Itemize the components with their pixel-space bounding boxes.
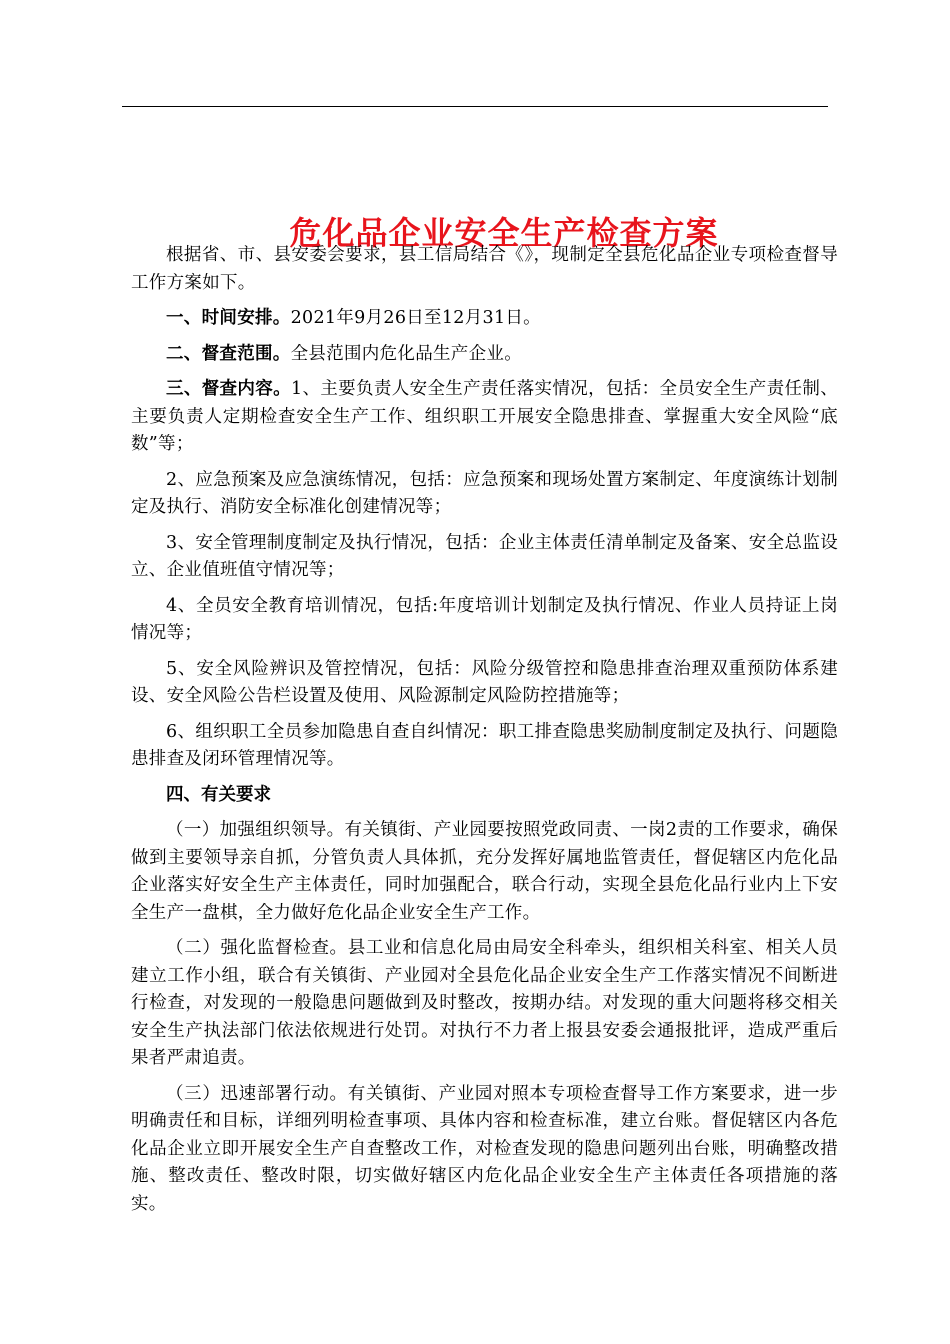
content-item: 4、全员安全教育培训情况，包括:年度培训计划制定及执行情况、作业人员持证上岗情况等； [131, 595, 838, 643]
content-item: 3、安全管理制度制定及执行情况，包括：企业主体责任清单制定及备案、安全总监设立、企业值班值守情况等； [131, 532, 838, 580]
section-content [131, 376, 838, 459]
page-title: 危化品企业安全生产检查方案 [289, 214, 719, 253]
section-heading: 一、时间安排。 [166, 308, 291, 328]
requirement-paragraph: （二）强化监督检查。县工业和信息化局由局安全科牵头，组织相关科室、相关人员建立工作小组，联合有关镇街、产业园对全县危化品企业安全生产工作落实情况不间断进行检查，对发现的一般隐患问题做到及时整改，按期办结。对发现的重大问题将移交相关安全生产执法部门依法依规进行处罚。对执行不力者上报县安委会通报批评，造成严重后果者严肃追责。 [131, 938, 838, 1068]
content-item: 5、安全风险辨识及管控情况，包括：风险分级管控和隐患排查治理双重预防体系建设、安全风险公告栏设置及使用、风险源制定风险防控措施等； [131, 658, 838, 706]
content-item: 2、应急预案及应急演练情况，包括：应急预案和现场处置方案制定、年度演练计划制定及执行、消防安全标准化创建情况等； [131, 469, 838, 517]
header-rule [122, 106, 828, 107]
document-body [131, 242, 838, 1226]
requirement-paragraph: （三）迅速部署行动。有关镇街、产业园对照本专项检查督导工作方案要求，进一步明确责任和目标，详细列明检查事项、具体内容和检查标准，建立台账。督促辖区内各危化品企业立即开展安全生产自查整改工作，对检查发现的隐患问题列出台账，明确整改措施、整改责任、整改时限，切实做好辖区内危化品企业安全生产主体责任各项措施的落实。 [131, 1083, 838, 1214]
section-heading: 三、督查内容。 [166, 379, 291, 399]
section-text: 2021年9月26日至12月31日。 [290, 308, 541, 328]
intro-paragraph: 根据省、市、县安委会要求，县工信局结合《》，现制定全县危化品企业专项检查督导工作方案如下。 [131, 245, 838, 293]
section-text: 全县范围内危化品生产企业。 [290, 343, 523, 364]
content-item: 6、组织职工全员参加隐患自查自纠情况：职工排查隐患奖励制度制定及执行、问题隐患排查及闭环管理情况等。 [131, 721, 838, 769]
section-time [131, 305, 838, 333]
requirement-paragraph: （一）加强组织领导。有关镇街、产业园要按照党政同责、一岗2责的工作要求，确保做到主要领导亲自抓，分管负责人具体抓，充分发挥好属地监管责任，督促辖区内危化品企业落实好安全生产主体责任，同时加强配合，联合行动，实现全县危化品行业内上下安全生产一盘棋，全力做好危化品企业安全生产工作。 [131, 820, 838, 923]
section-scope [131, 341, 838, 369]
requirements-heading: 四、有关要求 [166, 784, 271, 805]
section-text: 1、主要负责人安全生产责任落实情况，包括：全员安全生产责任制、主要负责人定期检查安全生产工作、组织职工开展安全隐患排查、掌握重大安全风险“底数”等； [131, 379, 838, 454]
section-heading: 二、督查范围。 [166, 343, 291, 364]
